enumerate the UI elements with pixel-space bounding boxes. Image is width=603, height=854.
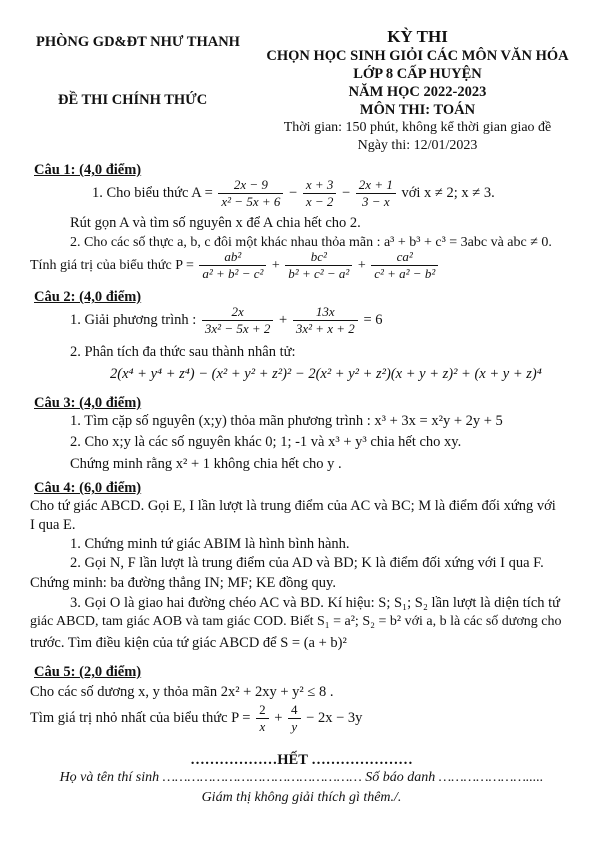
exam-year: NĂM HỌC 2022-2023 bbox=[348, 84, 487, 100]
department-name: PHÒNG GD&ĐT NHƯ THANH bbox=[36, 34, 240, 50]
q2-equals: = 6 bbox=[363, 312, 383, 328]
numerator: bc² bbox=[285, 250, 352, 266]
question-1-part-1: 1. Cho biểu thức A = $\frac{2x - 9}{\text{x² − 5x + 6}}$ − $\frac{x + 3}{x - 2}$ − $\frac{2x + 1}{3 - x}$ với x ≠ 2; x ≠ 3. bbox=[92, 177, 495, 210]
question-4-line-7: giác ABCD, tam giác AOB và tam giác COD. Biết S₁ = a²; S₂ = b² với a, b là các số dương cho bbox=[30, 614, 562, 629]
question-4-line-8: trước. Tìm điều kiện của tứ giác ABCD để S = (a + b)² bbox=[30, 635, 347, 651]
fraction bbox=[371, 250, 438, 281]
denominator: 3x² − 5x + 2 bbox=[204, 321, 271, 337]
denominator: 3 − x bbox=[362, 194, 390, 210]
exam-date: Ngày thi: 12/01/2023 bbox=[357, 138, 478, 153]
question-4-line-6: 3. Gọi O là giao hai đường chéo AC và BD. Kí hiệu: S; S₁; S₂ lần lượt là diện tích tứ bbox=[70, 595, 561, 611]
proctor-note: Giám thị không giải thích gì thêm./. bbox=[201, 790, 402, 805]
q1-p-prefix: Tính giá trị của biểu thức P = bbox=[30, 258, 194, 273]
denominator: x² − 5x + 6 bbox=[221, 194, 281, 210]
question-5-heading: Câu 5: (2,0 điểm) bbox=[34, 664, 142, 680]
fraction bbox=[288, 703, 301, 734]
q5-suffix: − 2x − 3y bbox=[306, 710, 363, 726]
question-2-part-2: 2. Phân tích đa thức sau thành nhân tử: bbox=[70, 344, 296, 360]
question-2-heading: Câu 2: (4,0 điểm) bbox=[34, 289, 142, 305]
numerator: 4 bbox=[288, 703, 301, 719]
official-exam-label: ĐỀ THI CHÍNH THỨC bbox=[58, 92, 208, 108]
question-3-part-1: 1. Tìm cặp số nguyên (x;y) thỏa mãn phương trình : x³ + 3x = x²y + 2y + 5 bbox=[70, 413, 503, 429]
exam-label: KỲ THI bbox=[387, 27, 448, 46]
end-marker: ………………HẾT ………………… bbox=[190, 752, 413, 768]
question-1-part-1b: Rút gọn A và tìm số nguyên x để A chia hết cho 2. bbox=[70, 215, 361, 231]
fraction bbox=[199, 250, 266, 281]
question-1-part-2b: Tính giá trị của biểu thức P = $\frac{\text{ab²}}{\text{a² + b² − c²}}$ + $\frac{\text{bc²}}{\text{b² + c² − a²}}$ + $\frac{\text{ca²}}{\text{c² + a² − b²}}$ bbox=[30, 250, 440, 282]
numerator: ca² bbox=[371, 250, 438, 266]
numerator: x + 3 bbox=[303, 178, 337, 194]
exam-time: Thời gian: 150 phút, không kể thời gian giao đề bbox=[283, 120, 552, 135]
denominator: 3x² + x + 2 bbox=[295, 321, 355, 337]
denominator: b² + c² − a² bbox=[288, 266, 350, 282]
question-1-part-2: 2. Cho các số thực a, b, c đôi một khác nhau thỏa mãn : a³ + b³ + c³ = 3abc và abc ≠ 0. bbox=[70, 235, 552, 250]
q1-prefix: 1. Cho biểu thức A = bbox=[92, 185, 213, 201]
denominator: y bbox=[291, 719, 298, 735]
question-2-expression: 2(x⁴ + y⁴ + z⁴) − (x² + y² + z²)² − 2(x² + y² + z²)(x + y + z)² + (x + y + z)⁴ bbox=[110, 366, 542, 382]
question-3-part-3: Chứng minh rằng x² + 1 không chia hết cho y . bbox=[70, 456, 342, 472]
question-4-line-3: 1. Chứng minh tứ giác ABIM là hình bình hành. bbox=[70, 536, 350, 552]
q5-prefix: Tìm giá trị nhỏ nhất của biểu thức P = bbox=[30, 710, 251, 726]
numerator: 13x bbox=[293, 305, 358, 321]
fraction bbox=[218, 178, 283, 209]
fraction bbox=[256, 703, 269, 734]
q1-condition: với x ≠ 2; x ≠ 3. bbox=[401, 185, 495, 201]
denominator: c² + a² − b² bbox=[374, 266, 436, 282]
numerator: 2x + 1 bbox=[356, 178, 396, 194]
question-5-line-1: Cho các số dương x, y thỏa mãn 2x² + 2xy + y² ≤ 8 . bbox=[30, 684, 334, 700]
question-5-line-2: Tìm giá trị nhỏ nhất của biểu thức P = $\frac{2}{x}$ + $\frac{4}{y}$ − 2x − 3y bbox=[30, 702, 363, 735]
numerator: 2x − 9 bbox=[218, 178, 283, 194]
question-3-heading: Câu 3: (4,0 điểm) bbox=[34, 395, 142, 411]
question-4-line-4: 2. Gọi N, F lần lượt là trung điểm của AD và BD; K là điểm đối xứng với I qua F. bbox=[70, 555, 544, 571]
denominator: x − 2 bbox=[305, 194, 334, 210]
candidate-info-line: Họ và tên thí sinh ………………………………………… Số báo danh …………………..... bbox=[59, 770, 544, 785]
fraction bbox=[202, 305, 273, 336]
question-4-line-1: Cho tứ giác ABCD. Gọi E, I lần lượt là trung điểm của AC và BC; M là điểm đối xứng với bbox=[30, 498, 556, 514]
fraction bbox=[303, 178, 337, 209]
exam-title: CHỌN HỌC SINH GIỎI CÁC MÔN VĂN HÓA bbox=[266, 48, 569, 64]
exam-grade: LỚP 8 CẤP HUYỆN bbox=[353, 66, 482, 82]
q2-prefix: 1. Giải phương trình : bbox=[70, 312, 197, 328]
fraction bbox=[285, 250, 352, 281]
numerator: ab² bbox=[199, 250, 266, 266]
question-3-part-2: 2. Cho x;y là các số nguyên khác 0; 1; -1 và x³ + y³ chia hết cho xy. bbox=[70, 434, 462, 450]
fraction bbox=[356, 178, 396, 209]
fraction bbox=[293, 305, 358, 336]
question-1-heading: Câu 1: (4,0 điểm) bbox=[34, 162, 142, 178]
exam-subject: MÔN THI: TOÁN bbox=[359, 102, 476, 118]
numerator: 2x bbox=[202, 305, 273, 321]
denominator: a² + b² − c² bbox=[202, 266, 264, 282]
denominator: x bbox=[259, 719, 266, 735]
question-4-heading: Câu 4: (6,0 điểm) bbox=[34, 480, 142, 496]
question-4-line-2: I qua E. bbox=[30, 517, 76, 533]
question-2-part-1: 1. Giải phương trình : $\frac{2x}{\text{3x² − 5x + 2}}$ + $\frac{13x}{\text{3x² + x + 2}}$ = 6 bbox=[70, 304, 383, 337]
question-4-line-5: Chứng minh: ba đường thẳng IN; MF; KE đồng quy. bbox=[30, 575, 336, 591]
numerator: 2 bbox=[256, 703, 269, 719]
